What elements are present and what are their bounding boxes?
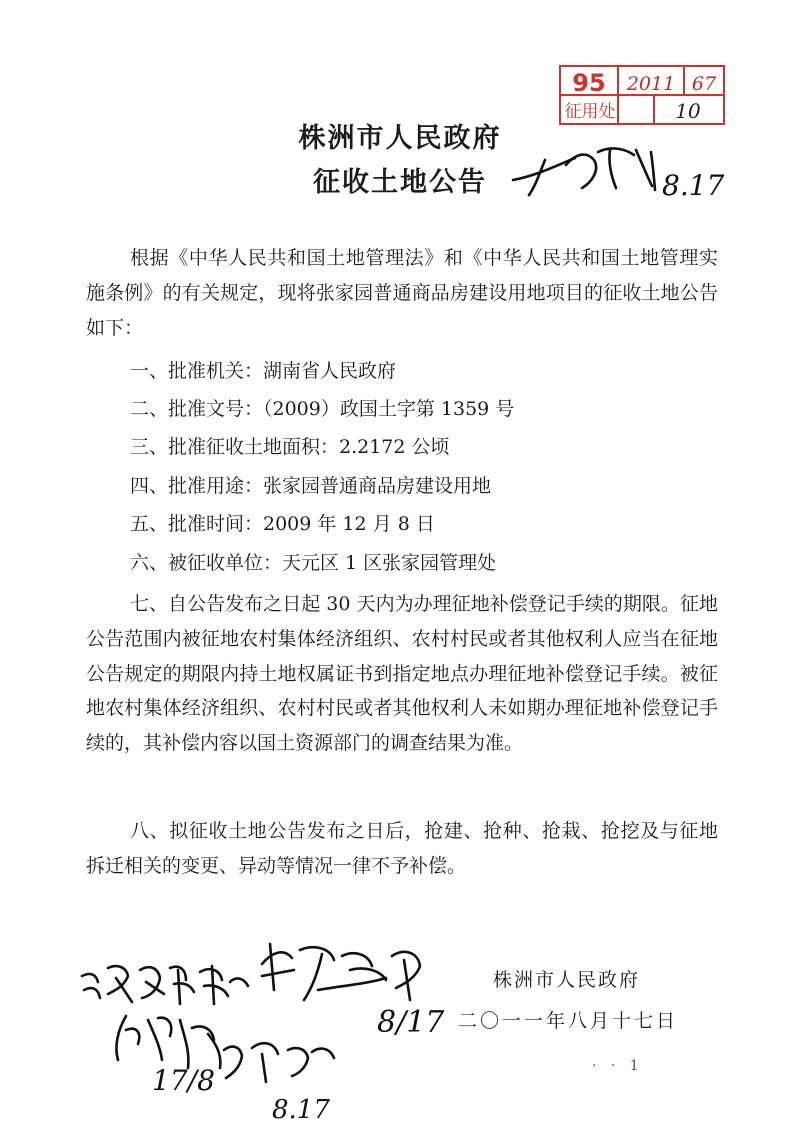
- center-approval-signature: [262, 944, 420, 1000]
- item-approval-authority: 一、批准机关：湖南省人民政府: [130, 360, 397, 382]
- center-handwritten-date: 8/17: [377, 1005, 445, 1040]
- stamp-code: 67: [691, 73, 717, 95]
- bottom-handwritten-date-left: 17/8: [152, 1064, 215, 1097]
- bottom-signature: [224, 1043, 334, 1082]
- item-approval-date: 五、批准时间：2009 年 12 月 8 日: [130, 513, 435, 535]
- stamp-label: 征用处: [564, 102, 616, 122]
- item-approval-document-number: 二、批准文号：（2009）政国土字第 1359 号: [130, 398, 515, 420]
- stamp-number: 95: [572, 69, 606, 97]
- top-handwritten-date: 8.17: [662, 169, 725, 202]
- item-no-compensation: 八、拟征收土地公告发布之日后，抢建、抢种、抢栽、抢挖及与征地拆迁相关的变更、异动等情况一律不予补偿。: [86, 820, 718, 877]
- intro-paragraph: 根据《中华人民共和国土地管理法》和《中华人民共和国土地管理实施条例》的有关规定，现将张家园普通商品房建设用地项目的征收土地公告如下：: [86, 247, 718, 339]
- left-note-signature: [82, 966, 248, 1004]
- left-signature-name: [116, 1016, 220, 1068]
- issue-date: 二〇一一年八月十七日: [458, 1010, 679, 1032]
- item-land-area: 三、批准征收土地面积：2.2172 公顷: [130, 436, 450, 458]
- scan-marks: · · 1: [592, 1058, 644, 1074]
- stamp-year: 2011: [626, 73, 676, 95]
- item-registration-deadline: 七、自公告发布之日起 30 天内为办理征地补偿登记手续的期限。征地公告范围内被征地农村集体经济组织、农村村民或者其他权利人应当在征地公告规定的期限内持土地权属证书到指定地点办理征地补偿登记手续。被征地农村集体经济组织、农村村民或者其他权利人未如期办理征地补偿登记手续的，其补偿内容以国土资源部门的调查结果为准。: [86, 593, 718, 755]
- item-land-use: 四、批准用途：张家园普通商品房建设用地: [130, 475, 492, 497]
- title-line-1: 株洲市人民政府: [298, 123, 502, 154]
- item-expropriated-unit: 六、被征收单位：天元区 1 区张家园管理处: [130, 552, 497, 574]
- bottom-handwritten-date-right: 8.17: [272, 1095, 330, 1125]
- title-line-2: 征收土地公告: [313, 167, 487, 198]
- stamp-copies: 10: [675, 99, 701, 123]
- issuer-name: 株洲市人民政府: [493, 969, 641, 991]
